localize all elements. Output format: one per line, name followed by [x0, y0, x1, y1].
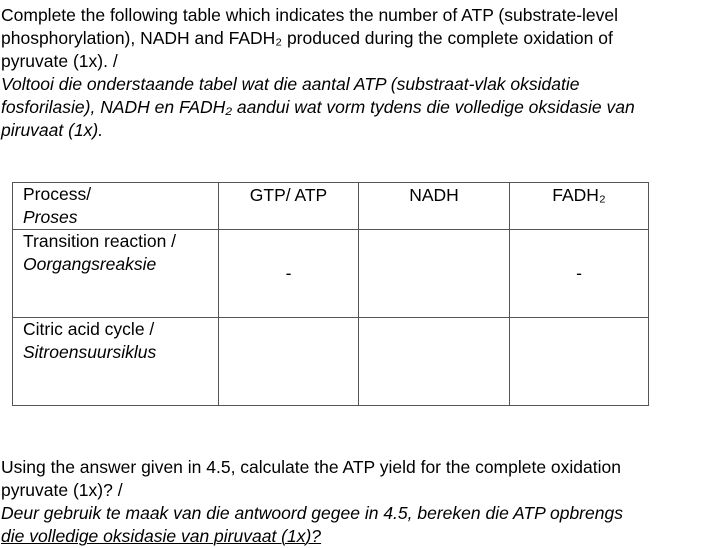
table-header-row	[13, 183, 649, 230]
table-row	[13, 230, 649, 318]
row-label-af: Oorgangsreaksie	[23, 254, 157, 274]
question-line-afrikaans: piruvaat (1x).	[1, 120, 104, 140]
question-line-afrikaans: Deur gebruik te maak van die antwoord gegee in 4.5, bereken die ATP opbrengs	[1, 503, 623, 523]
question-line: phosphorylation), NADH and FADH₂ produced during the complete oxidation of	[1, 28, 613, 48]
gtp-atp-cell[interactable]: -	[219, 230, 359, 318]
question-line: Complete the following table which indicates the number of ATP (substrate-level	[1, 5, 619, 25]
fadh2-cell[interactable]	[510, 318, 649, 406]
row-label-cell	[13, 318, 219, 406]
question-4-5-text	[1, 4, 718, 142]
atp-nadh-fadh2-table	[12, 182, 649, 406]
fadh2-header: FADH₂	[510, 183, 649, 230]
process-header-cell	[13, 183, 219, 230]
question-line: pyruvate (1x)? /	[1, 480, 123, 500]
question-4-6-text	[1, 456, 718, 548]
process-header-af: Proses	[23, 207, 78, 227]
nadh-header: NADH	[359, 183, 510, 230]
table-row	[13, 318, 649, 406]
question-line-afrikaans: fosforilasie), NADH en FADH₂ aandui wat vorm tydens die volledige oksidasie van	[1, 97, 635, 117]
question-line-afrikaans: die volledige oksidasie van piruvaat (1x)?	[1, 526, 322, 546]
question-line: pyruvate (1x). /	[1, 51, 118, 71]
row-label-cell	[13, 230, 219, 318]
row-label-af: Sitroensuursiklus	[23, 342, 157, 362]
question-line-afrikaans: Voltooi die onderstaande tabel wat die aantal ATP (substraat-vlak oksidatie	[1, 74, 580, 94]
process-header-en: Process/	[23, 184, 92, 204]
question-line: Using the answer given in 4.5, calculate the ATP yield for the complete oxidation	[1, 457, 621, 477]
nadh-cell[interactable]	[359, 230, 510, 318]
row-label-en: Transition reaction /	[23, 231, 177, 251]
fadh2-cell[interactable]: -	[510, 230, 649, 318]
nadh-cell[interactable]	[359, 318, 510, 406]
gtp-atp-cell[interactable]	[219, 318, 359, 406]
row-label-en: Citric acid cycle /	[23, 319, 155, 339]
gtp-atp-header: GTP/ ATP	[219, 183, 359, 230]
